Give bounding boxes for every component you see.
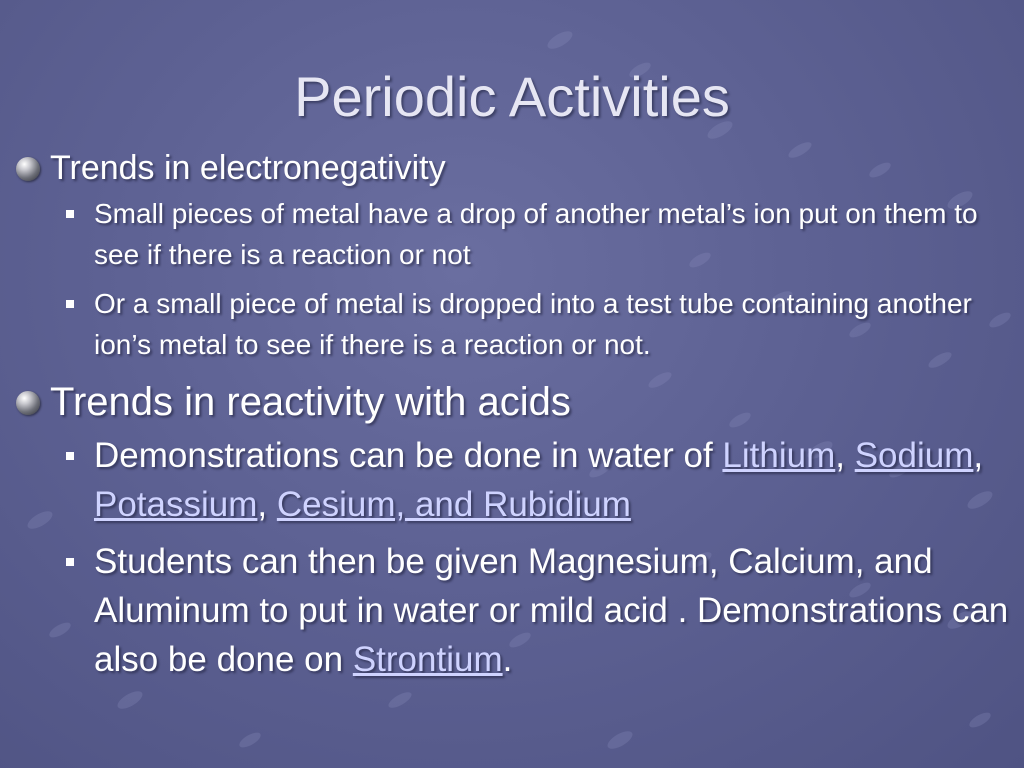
sub-bullet-text: Small pieces of metal have a drop of another metal’s ion put on them to see if there is a reaction or not (94, 198, 978, 270)
sub-bullet-drop-of-ion (14, 193, 1014, 275)
sub-bullet-text: Or a small piece of metal is dropped into a test tube containing another ion’s metal to see if there is a reaction or not. (94, 288, 972, 360)
sub-bullet-text: Demonstrations can be done in water of (94, 436, 723, 475)
bullet-electronegativity (14, 146, 1014, 190)
sphere-bullet-icon (16, 391, 40, 415)
potassium-link[interactable]: Potassium (94, 485, 258, 524)
strontium-link[interactable]: Strontium (352, 640, 503, 679)
sodium-link[interactable]: Sodium (854, 436, 974, 475)
cesium-rubidium-link[interactable]: Cesium, and Rubidium (276, 485, 631, 524)
suffix-text: . (502, 640, 513, 679)
bullet-text: Trends in reactivity with acids (50, 380, 571, 424)
sub-bullet-students (14, 537, 1014, 684)
square-bullet-icon (66, 558, 74, 566)
slide-content (14, 146, 1014, 684)
separator-text: , (835, 436, 855, 475)
separator-text: , (257, 485, 277, 524)
lithium-link[interactable]: Lithium (722, 436, 836, 475)
sub-bullet-text: Students can then be given Magnesium, Calcium, and Aluminum to put in water or mild acid . Demonstrations can also be done on (94, 542, 1009, 679)
bullet-text: Trends in electronegativity (50, 149, 446, 187)
sphere-bullet-icon (16, 157, 40, 181)
square-bullet-icon (66, 452, 74, 460)
sub-bullet-demonstrations (14, 431, 1014, 529)
bullet-reactivity-with-acids (14, 377, 1014, 427)
separator-text: , (973, 436, 984, 475)
slide-title: Periodic Activities (294, 65, 730, 128)
square-bullet-icon (66, 300, 74, 308)
square-bullet-icon (66, 210, 74, 218)
sub-bullet-test-tube (14, 283, 1014, 365)
